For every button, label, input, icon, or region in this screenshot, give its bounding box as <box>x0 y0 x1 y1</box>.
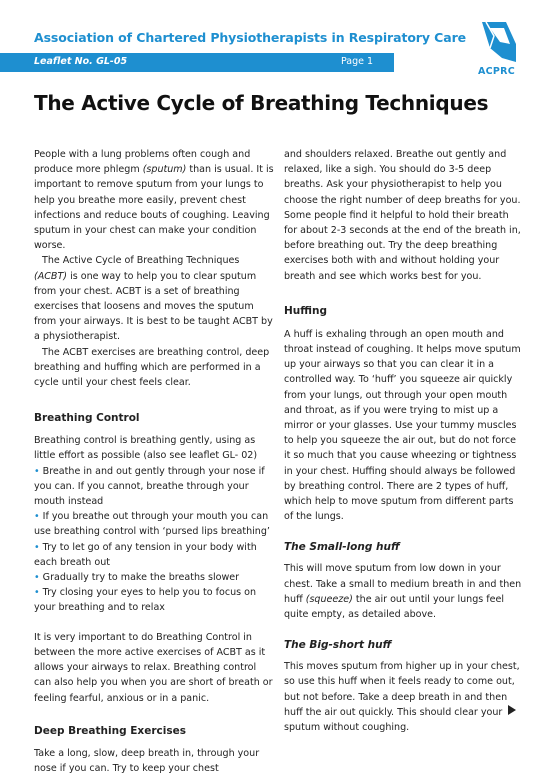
bullet-icon: • <box>34 541 43 553</box>
organisation-name: Association of Chartered Physiotherapists in Respiratory Care <box>34 30 467 45</box>
acbt-exercises-paragraph: The ACBT exercises are breathing control, deep breathing and huffing which are performed in a cycle until your chest feels clear. <box>34 346 270 389</box>
huffing-heading: Huffing <box>284 304 327 317</box>
continue-arrow-icon <box>508 705 516 715</box>
right-column <box>284 147 524 735</box>
small-long-huff-heading: The Small-long huff <box>284 541 400 554</box>
deep-breathing-heading: Deep Breathing Exercises <box>34 724 186 737</box>
logo-text: ACPRC <box>478 66 516 77</box>
breathing-control-importance-paragraph: It is very important to do Breathing Control in between the more active exercises of ACBT as it allows your airways to relax. Breathing control can also help you when you are short of breath or feeling fearful, anxious or in a panic. <box>34 631 273 704</box>
leaflet-number: Leaflet No. GL-05 <box>34 56 128 67</box>
bullet-item: • Try to let go of any tension in your body with each breath out <box>34 541 257 568</box>
intro-paragraph: People with a lung problems often cough and produce more phlegm (sputum) than is usual. It is important to remove sputum from your lungs to help you breathe more easily, prevent chest infections and reduce bouts of coughing. Leaving sputum in your chest can make your condition worse. <box>34 149 274 252</box>
acbt-paragraph: The Active Cycle of Breathing Techniques (ACBT) is one way to help you to clear sputum from your chest. ACBT is a set of breathing exercises that loosens and moves the sputum from your airways. It is best to be taught ACBT by a physiotherapist. <box>34 255 273 343</box>
bullet-item: • Breathe in and out gently through your nose if you can. If you cannot, breathe through your mouth instead <box>34 465 265 508</box>
huffing-paragraph: A huff is exhaling through an open mouth and throat instead of coughing. It helps move sputum up your airways so that you can clear it in a controlled way. To ‘huff’ you squeeze air quickly from your lungs, out through your open mouth and throat, as if you were trying to mist up a mirror or your glasses. Use your tummy muscles to help you squeeze the air out, but do not force it so much that you cause wheezing or tightness in your chest. Huffing should always be followed by breathing control. There are 2 types of huff, which help to move sputum from different parts of the lungs. <box>284 328 521 523</box>
page-number: Page 1 <box>341 56 374 67</box>
breathing-control-heading: Breathing Control <box>34 412 140 425</box>
breathing-control-paragraph: Breathing control is breathing gently, using as little effort as possible (also see leaflet GL- 02) <box>34 435 258 462</box>
deep-breathing-paragraph: Take a long, slow, deep breath in, through your nose if you can. Try to keep your chest <box>34 747 260 774</box>
bullet-icon: • <box>34 587 43 599</box>
bullet-item: • Try closing your eyes to help you to focus on your breathing and to relax <box>34 587 257 614</box>
small-long-huff-paragraph: This will move sputum from low down in your chest. Take a small to medium breath in and then huff (squeeze) the air out until your lungs feel quite empty, as detailed above. <box>284 563 522 621</box>
bullet-icon: • <box>34 465 43 477</box>
bullet-item: • Gradually try to make the breaths slower <box>34 572 240 584</box>
big-short-huff-heading: The Big-short huff <box>284 639 392 652</box>
left-column <box>34 147 274 776</box>
bullet-item: • If you breathe out through your mouth you can use breathing control with ‘pursed lips breathing’ <box>34 511 270 538</box>
bullet-icon: • <box>34 511 43 523</box>
page-title: The Active Cycle of Breathing Techniques <box>34 91 489 115</box>
big-short-huff-paragraph: This moves sputum from higher up in your chest, so use this huff when it feels ready to come out, but not before. Take a deep breath in and then huff the air out quickly. This should clear your sputum without coughing. <box>284 661 520 734</box>
deep-breathing-continued-paragraph: and shoulders relaxed. Breathe out gently and relaxed, like a sigh. You should do 3-5 deep breaths. Ask your physiotherapist to help you choose the right number of deep breaths for you. Some people find it helpful to hold their breath for about 2-3 seconds at the end of the breath in, before breathing out. Try the deep breathing exercises both with and without holding your breath and see which works best for you. <box>284 149 521 282</box>
bullet-icon: • <box>34 572 43 584</box>
